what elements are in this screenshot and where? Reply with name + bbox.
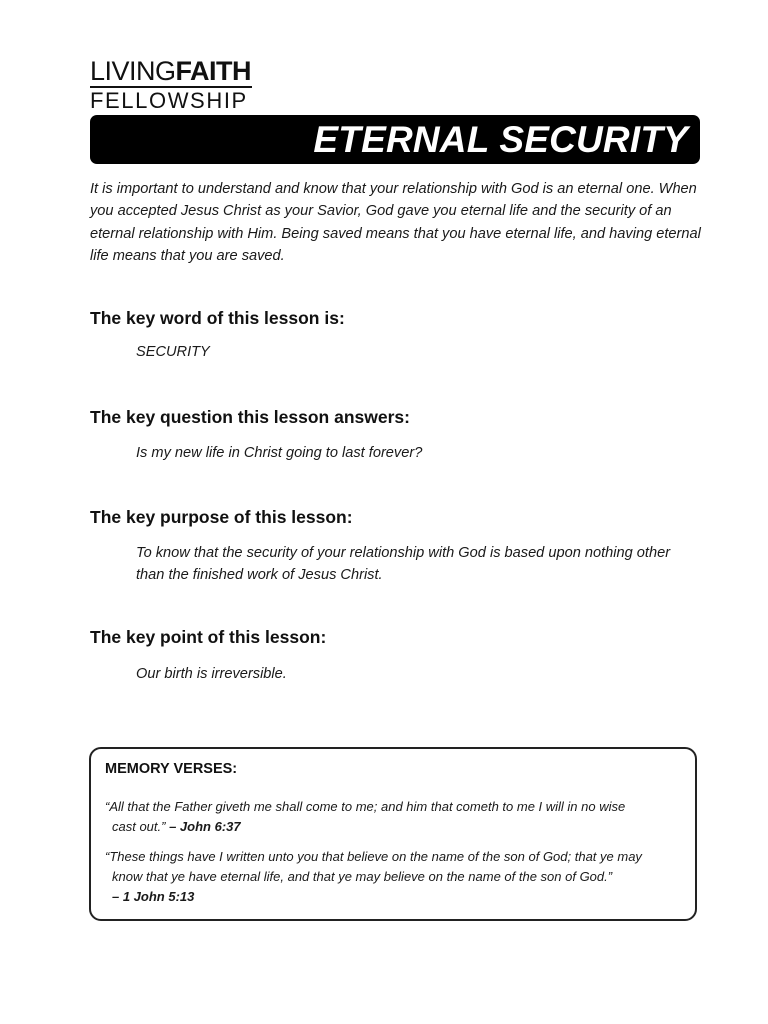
church-logo: [90, 58, 260, 112]
key-word-section: [90, 306, 702, 363]
key-point-section: [90, 625, 702, 685]
logo-living: LIVING: [90, 56, 176, 86]
verse-text-continued: know that ye have eternal life, and that ye may believe on the name of the son of God.”: [112, 869, 613, 884]
memory-verses-box: [89, 747, 697, 921]
verse-text: “These things have I written unto you that believe on the name of the son of God; that ye may: [105, 849, 642, 864]
logo-wordmark: [90, 58, 260, 85]
section-body: SECURITY: [136, 344, 210, 360]
memory-verses-title: MEMORY VERSES:: [105, 761, 238, 777]
key-purpose-section: [90, 505, 702, 586]
verse-text: “All that the Father giveth me shall come to me; and him that cometh to me I will in no wise: [105, 799, 626, 814]
logo-faith: FAITH: [175, 56, 252, 86]
page-title: ETERNAL SECURITY: [313, 119, 688, 160]
section-body: Is my new life in Christ going to last forever?: [136, 445, 423, 461]
title-banner: [90, 115, 700, 164]
section-heading: The key purpose of this lesson:: [90, 507, 353, 527]
logo-fellowship: FELLOWSHIP: [90, 88, 248, 113]
key-question-section: [90, 405, 702, 464]
section-heading: The key point of this lesson:: [90, 627, 327, 647]
section-heading: The key question this lesson answers:: [90, 407, 410, 427]
verse-text-end: cast out.”: [112, 819, 166, 834]
section-body: To know that the security of your relationship with God is based upon nothing other than the finished work of Jesus Christ.: [136, 545, 671, 583]
intro-paragraph: It is important to understand and know that your relationship with God is an eternal one. When you accepted Jesus Christ as your Savior, God gave you eternal life and the security of an eternal relationship with Him. Being saved means that you have eternal life, and having eternal life means that you are saved.: [90, 181, 701, 264]
section-heading: The key word of this lesson is:: [90, 308, 345, 328]
section-body: Our birth is irreversible.: [136, 666, 287, 682]
verse-reference: – 1 John 5:13: [112, 889, 195, 904]
verse-reference: – John 6:37: [169, 819, 241, 834]
memory-verse-1: [105, 797, 681, 837]
memory-verse-2: [105, 847, 681, 907]
verse-text-continued: [105, 817, 681, 837]
